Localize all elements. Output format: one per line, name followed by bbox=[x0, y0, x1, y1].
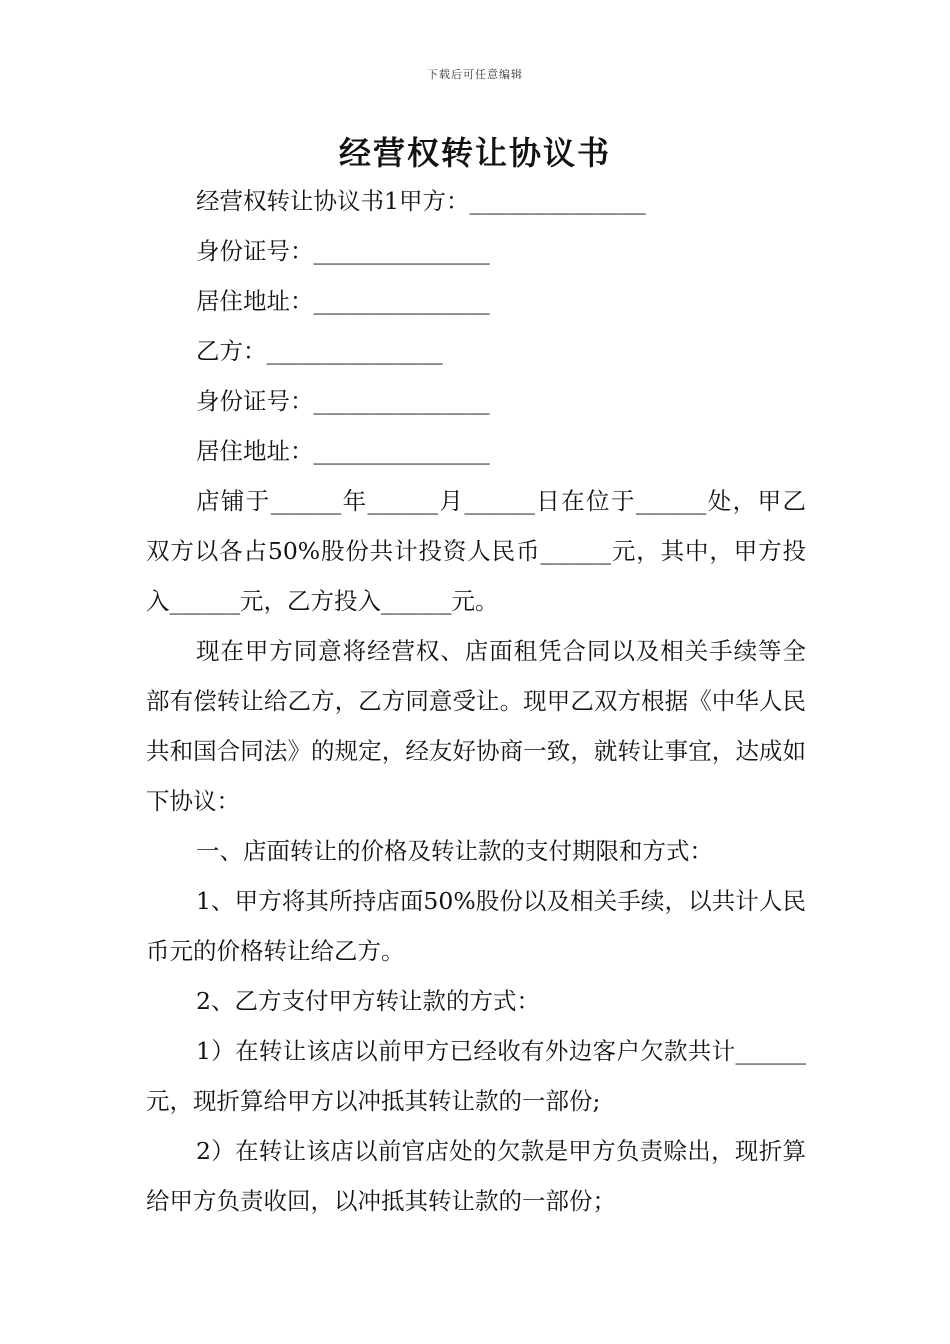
clause-1: 1、甲方将其所持店面50%股份以及相关手续，以共计人民币元的价格转让给乙方。 bbox=[146, 887, 806, 965]
document-title: 经营权转让协议书 bbox=[338, 134, 611, 172]
clause-2-item-2: 2）在转让该店以前官店处的欠款是甲方负责赊出，现折算给甲方负责收回，以冲抵其转让款的一部份； bbox=[146, 1137, 806, 1215]
clause-2: 2、乙方支付甲方转让款的方式： bbox=[196, 987, 540, 1015]
paragraph-investment: 店铺于______年______月______日在位于______处，甲乙双方以各占50%股份共计投资人民币______元，其中，甲方投入______元，乙方投入______元。 bbox=[146, 487, 806, 615]
document-body bbox=[146, 176, 806, 1226]
field-party-b: 乙方：_______________ bbox=[196, 337, 443, 365]
section-heading-price: 一、店面转让的价格及转让款的支付期限和方式： bbox=[196, 837, 713, 865]
field-party-a-id: 身份证号：_______________ bbox=[196, 237, 490, 265]
field-party-a-address: 居住地址：_______________ bbox=[196, 287, 490, 315]
field-party-a: 经营权转让协议书1甲方：_______________ bbox=[196, 187, 646, 215]
clause-2-item-1: 1）在转让该店以前甲方已经收有外边客户欠款共计______元，现折算给甲方以冲抵其转让款的一部份; bbox=[146, 1037, 806, 1115]
field-party-b-address: 居住地址：_______________ bbox=[196, 437, 490, 465]
field-party-b-id: 身份证号：_______________ bbox=[196, 387, 490, 415]
header-note: 下载后可任意编辑 bbox=[427, 68, 523, 81]
paragraph-agreement: 现在甲方同意将经营权、店面租凭合同以及相关手续等全部有偿转让给乙方，乙方同意受让。现甲乙双方根据《中华人民共和国合同法》的规定，经友好协商一致，就转让事宜，达成如下协议： bbox=[146, 637, 806, 815]
